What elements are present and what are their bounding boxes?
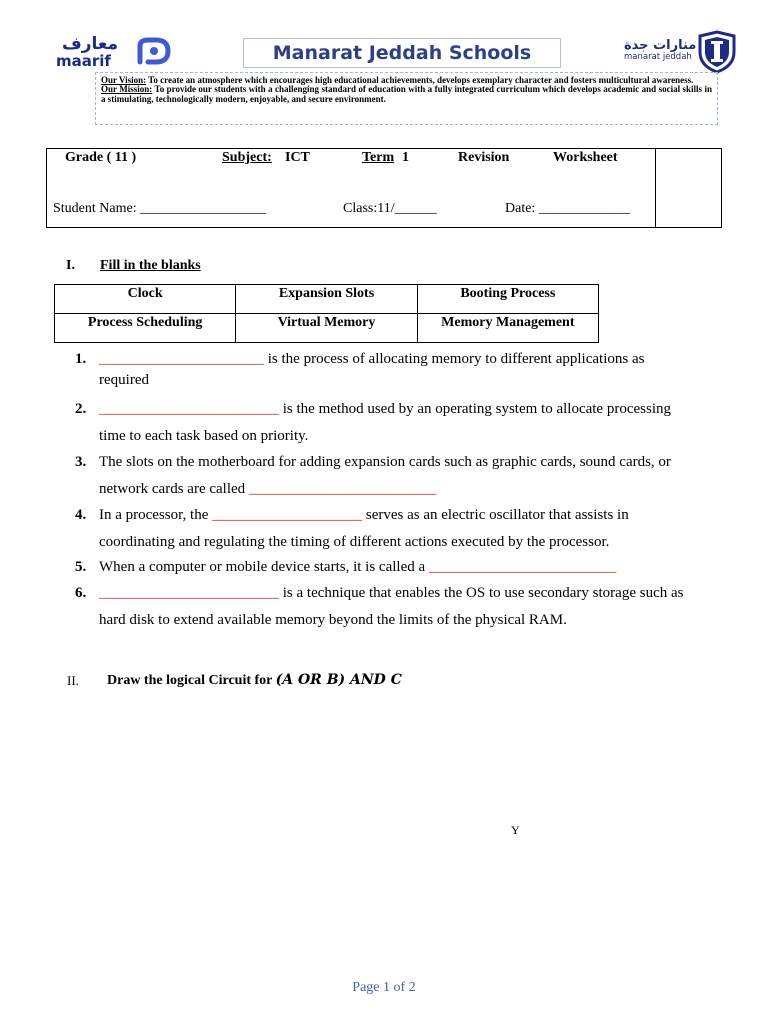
question-4 bbox=[75, 502, 695, 555]
question-5 bbox=[75, 554, 695, 581]
term-value: 1 bbox=[402, 150, 409, 165]
student-name-field[interactable]: Student Name: __________________ bbox=[53, 201, 267, 216]
school-title: Manarat Jeddah Schools bbox=[243, 38, 561, 68]
word-bank-cell: Process Scheduling bbox=[55, 314, 236, 343]
question-number: 3. bbox=[75, 454, 87, 470]
maarif-arabic-logo-text: معارف bbox=[62, 34, 119, 54]
question-text: is the process of allocating memory to different applications as required bbox=[99, 351, 645, 388]
question-text: is a technique that enables the OS to use secondary storage such as hard disk to extend available memory beyond the limits of the physical RAM. bbox=[99, 585, 684, 628]
question-text: In a processor, the bbox=[99, 507, 213, 523]
maarif-logo-text: maarif bbox=[56, 52, 111, 70]
question-number: 4. bbox=[75, 507, 87, 523]
date-field[interactable]: Date: _____________ bbox=[505, 201, 630, 216]
word-bank-table bbox=[54, 284, 599, 343]
question-text: is the method used by an operating system to allocate processing time to each task based on priority. bbox=[99, 401, 671, 444]
word-bank-row bbox=[55, 285, 599, 314]
mission-label: Our Mission: bbox=[101, 84, 153, 95]
word-bank-cell: Clock bbox=[55, 285, 236, 314]
maarif-logo-icon bbox=[134, 36, 174, 66]
revision-label: Revision bbox=[458, 150, 510, 165]
answer-blank[interactable]: ____________________ bbox=[212, 507, 363, 523]
page-number: Page 1 of 2 bbox=[352, 980, 416, 995]
info-box-divider bbox=[655, 148, 656, 228]
subject-value: ICT bbox=[285, 150, 310, 165]
manarat-logo-text: manarat jeddah bbox=[624, 52, 692, 62]
answer-blank[interactable]: ______________________ bbox=[99, 351, 264, 367]
question-text: serves as an electric oscillator that assists in coordinating and regulating the timing of different actions executed by the processor. bbox=[99, 507, 629, 550]
word-bank-cell: Expansion Slots bbox=[236, 285, 417, 314]
word-bank-cell: Memory Management bbox=[417, 314, 598, 343]
question-text: The slots on the motherboard for adding expansion cards such as graphic cards, sound cards, or network cards are called bbox=[99, 454, 671, 497]
question-2 bbox=[75, 396, 695, 449]
school-crest-icon bbox=[696, 30, 738, 74]
circuit-output-label: Y bbox=[511, 823, 520, 837]
vision-label: Our Vision: bbox=[101, 75, 147, 85]
section-2-number: II. bbox=[67, 673, 79, 688]
question-6 bbox=[75, 580, 695, 633]
mission-statement bbox=[101, 85, 712, 104]
answer-blank[interactable]: _________________________ bbox=[428, 559, 617, 575]
section-1-title: Fill in the blanks bbox=[100, 258, 201, 273]
class-field[interactable]: Class:11/______ bbox=[343, 201, 437, 216]
answer-blank[interactable]: ________________________ bbox=[99, 585, 279, 601]
vision-mission-box bbox=[95, 72, 718, 125]
vision-text: To create an atmosphere which encourages high educational achievements, develops exemplary character and fosters multicultural awareness. bbox=[146, 75, 694, 85]
word-bank-row bbox=[55, 314, 599, 343]
boolean-expression: (A OR B) AND C bbox=[275, 672, 402, 688]
word-bank-cell: Booting Process bbox=[417, 285, 598, 314]
question-3 bbox=[75, 449, 695, 502]
term-label: Term bbox=[362, 150, 395, 165]
section-1-number: I. bbox=[66, 258, 75, 273]
manarat-arabic-logo-text: منارات جدة bbox=[624, 38, 697, 53]
question-1 bbox=[75, 349, 695, 391]
answer-blank[interactable]: ________________________ bbox=[99, 401, 279, 417]
question-number: 6. bbox=[75, 585, 87, 601]
answer-blank[interactable]: _________________________ bbox=[248, 480, 437, 497]
worksheet-label: Worksheet bbox=[553, 150, 618, 165]
question-text: When a computer or mobile device starts, it is called a bbox=[99, 559, 429, 575]
subject-label: Subject: bbox=[222, 150, 272, 165]
question-number: 5. bbox=[75, 559, 87, 575]
question-number: 2. bbox=[75, 401, 87, 417]
mission-text: To provide our students with a challenging standard of education with a fully integrated curriculum which develops academic and social skills in a stimulating, technologically modern, enjoyable, and secure environment. bbox=[101, 84, 712, 104]
grade-label: Grade ( 11 ) bbox=[65, 150, 137, 165]
question-number: 1. bbox=[75, 351, 87, 367]
word-bank-cell: Virtual Memory bbox=[236, 314, 417, 343]
section-2-title: Draw the logical Circuit for bbox=[107, 673, 276, 688]
section-2-heading bbox=[107, 672, 402, 689]
